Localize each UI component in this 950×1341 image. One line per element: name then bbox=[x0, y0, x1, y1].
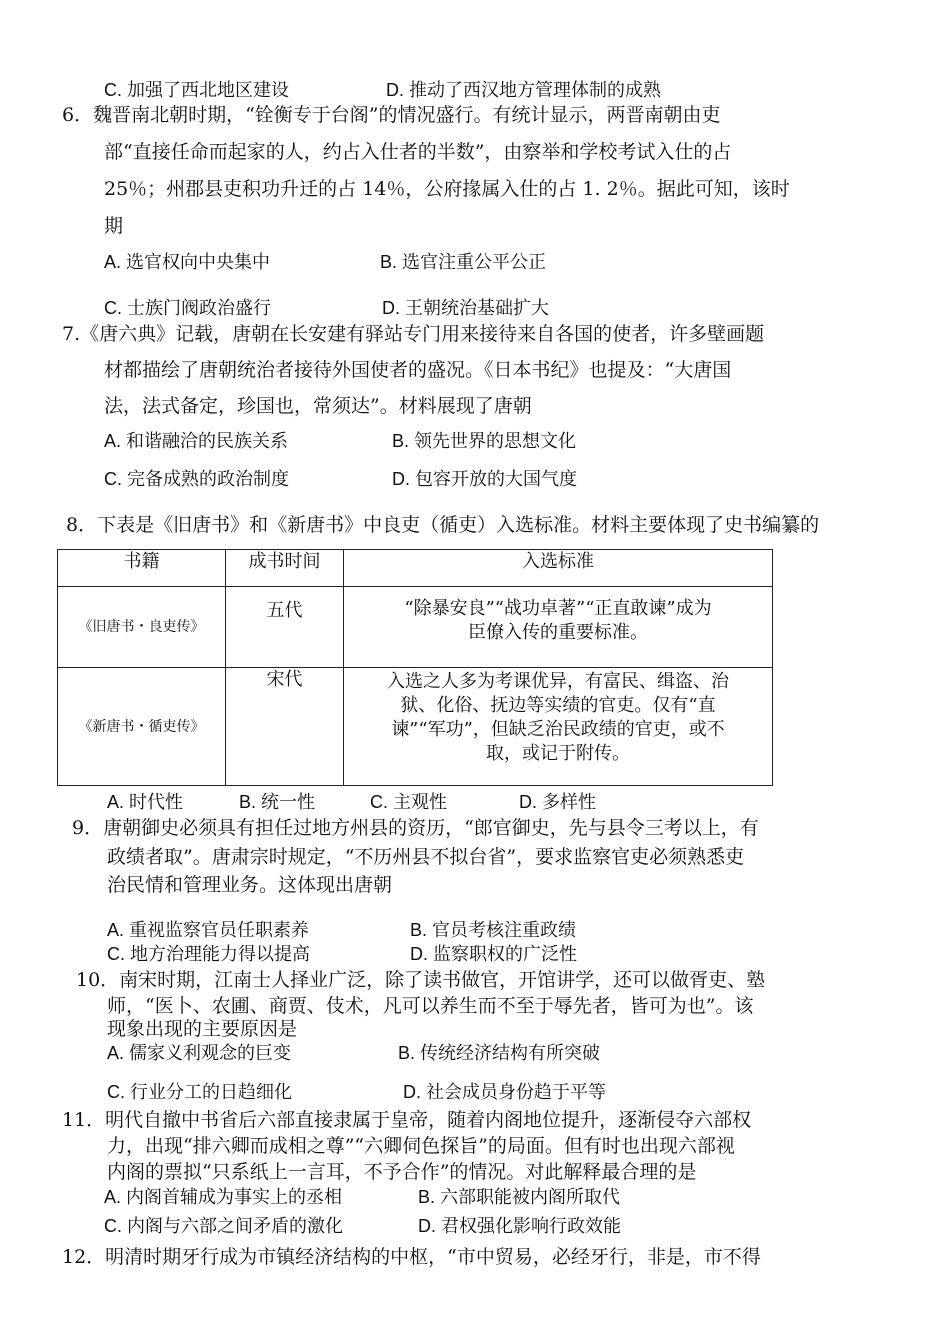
q6-option-c: C. 士族门阀政治盛行 bbox=[104, 298, 272, 318]
table-row bbox=[58, 587, 773, 668]
q10-stem-line: 现象出现的主要原因是 bbox=[107, 1018, 298, 1040]
q11-option-d: D. 君权强化影响行政效能 bbox=[418, 1216, 621, 1236]
q7-option-d: D. 包容开放的大国气度 bbox=[392, 469, 578, 489]
q11-stem-line: 内阁的票拟“只系纸上一言耳，不予合作”的情况。对此解释最合理的是 bbox=[107, 1161, 697, 1183]
q7-stem-line: 材都描绘了唐朝统治者接待外国使者的盛况。《日本书纪》也提及：“大唐国 bbox=[104, 359, 732, 381]
q8-option-d: D. 多样性 bbox=[519, 792, 597, 812]
q8-option-c: C. 主观性 bbox=[370, 792, 448, 812]
q8-option-a: A. 时代性 bbox=[107, 792, 184, 812]
q6-option-d: D. 王朝统治基础扩大 bbox=[382, 298, 550, 318]
q11-option-b: B. 六部职能被内阁所取代 bbox=[418, 1187, 621, 1207]
q12-stem-line: 12．明清时期牙行成为市镇经济结构的中枢，“市中贸易，必经牙行，非是，市不得 bbox=[62, 1246, 761, 1268]
q8-stem: 8．下表是《旧唐书》和《新唐书》中良吏（循吏）入选标准。材料主要体现了史书编纂的 bbox=[66, 514, 820, 536]
q11-option-c: C. 内阁与六部之间矛盾的激化 bbox=[104, 1216, 343, 1236]
q9-option-b: B. 官员考核注重政绩 bbox=[410, 920, 577, 940]
q9-stem-line: 9．唐朝御史必须具有担任过地方州县的资历，“郎官御史，先与县令三考以上，有 bbox=[72, 817, 759, 839]
q6-option-a: A. 选官权向中央集中 bbox=[104, 252, 271, 272]
q5-option-d: D. 推动了西汉地方管理体制的成熟 bbox=[386, 80, 661, 100]
q5-option-c: C. 加强了西北地区建设 bbox=[104, 80, 290, 100]
q7-option-a: A. 和谐融洽的民族关系 bbox=[104, 431, 289, 451]
criteria-line: 臣僚入传的重要标准。 bbox=[468, 622, 648, 643]
q10-option-b: B. 传统经济结构有所突破 bbox=[398, 1043, 601, 1063]
q9-option-c: C. 地方治理能力得以提高 bbox=[107, 944, 310, 964]
q10-stem-line: 10．南宋时期，江南士人择业广泛，除了读书做官，开馆讲学，还可以做胥吏、塾 bbox=[76, 969, 766, 991]
q7-stem-line: 7.《唐六典》记载，唐朝在长安建有驿站专门用来接待来自各国的使者，许多壁画题 bbox=[62, 323, 765, 345]
table-header: 成书时间 bbox=[226, 550, 344, 587]
criteria-line: 取，或记于附传。 bbox=[486, 743, 630, 764]
q6-stem-line: 25％；州郡县吏积功升迁的占 14％，公府掾属入仕的占 1. 2％。据此可知，该时 bbox=[104, 178, 790, 200]
criteria-line: 狱、化俗、抚边等实绩的官吏。仅有“直 bbox=[400, 695, 716, 716]
q9-option-a: A. 重视监察官员任职素养 bbox=[107, 920, 310, 940]
table-cell-time: 五代 bbox=[226, 587, 344, 668]
table-cell-time: 宋代 bbox=[226, 668, 344, 786]
q6-stem-line: 6．魏晋南北朝时期，“铨衡专于台阁”的情况盛行。有统计显示，两晋南朝由吏 bbox=[62, 104, 721, 126]
q7-option-b: B. 领先世界的思想文化 bbox=[392, 431, 577, 451]
q10-option-d: D. 社会成员身份趋于平等 bbox=[403, 1082, 606, 1102]
q7-option-c: C. 完备成熟的政治制度 bbox=[104, 469, 290, 489]
q10-option-c: C. 行业分工的日趋细化 bbox=[107, 1082, 293, 1102]
table-header: 入选标准 bbox=[344, 550, 773, 587]
table-cell-book: 《新唐书・循吏传》 bbox=[58, 668, 226, 786]
table-cell-criteria bbox=[344, 668, 773, 786]
q10-stem-line: 师，“医卜、农圃、商贾、伎术，凡可以养生而不至于辱先者，皆可为也”。该 bbox=[107, 995, 754, 1017]
criteria-line: 谏”“军功”，但缺乏治民政绩的官吏，或不 bbox=[391, 719, 725, 740]
q8-option-b: B. 统一性 bbox=[239, 792, 316, 812]
selection-criteria-table bbox=[57, 549, 773, 786]
table-header: 书籍 bbox=[58, 550, 226, 587]
q9-stem-line: 治民情和管理业务。这体现出唐朝 bbox=[107, 874, 393, 896]
criteria-line: “除暴安良”“战功卓著”“正直敢谏”成为 bbox=[404, 598, 712, 619]
q11-option-a: A. 内阁首辅成为事实上的丞相 bbox=[104, 1187, 343, 1207]
q9-stem-line: 政绩者取”。唐肃宗时规定，“不历州县不拟台省”，要求监察官吏必须熟悉吏 bbox=[107, 846, 745, 868]
table-cell-criteria bbox=[344, 587, 773, 668]
q9-option-d: D. 监察职权的广泛性 bbox=[410, 944, 578, 964]
table-row bbox=[58, 668, 773, 786]
criteria-line: 入选之人多为考课优异，有富民、缉盗、治 bbox=[387, 671, 729, 692]
q6-option-b: B. 选官注重公平公正 bbox=[380, 252, 547, 272]
q6-stem-line: 期 bbox=[104, 215, 124, 237]
table-header-row bbox=[58, 550, 773, 587]
q11-stem-line: 力，出现“排六卿而成相之尊”“六卿伺色探旨”的局面。但有时也出现六部视 bbox=[107, 1135, 735, 1157]
q11-stem-line: 11．明代自撤中书省后六部直接隶属于皇帝，随着内阁地位提升，逐渐侵夺六部权 bbox=[62, 1109, 752, 1131]
q6-stem-line: 部“直接任命而起家的人，约占入仕者的半数”，由察举和学校考试入仕的占 bbox=[104, 141, 732, 163]
q10-option-a: A. 儒家义利观念的巨变 bbox=[107, 1043, 292, 1063]
q7-stem-line: 法，法式备定，珍国也，常须达”。材料展现了唐朝 bbox=[104, 395, 532, 417]
table-cell-book: 《旧唐书・良吏传》 bbox=[58, 587, 226, 668]
